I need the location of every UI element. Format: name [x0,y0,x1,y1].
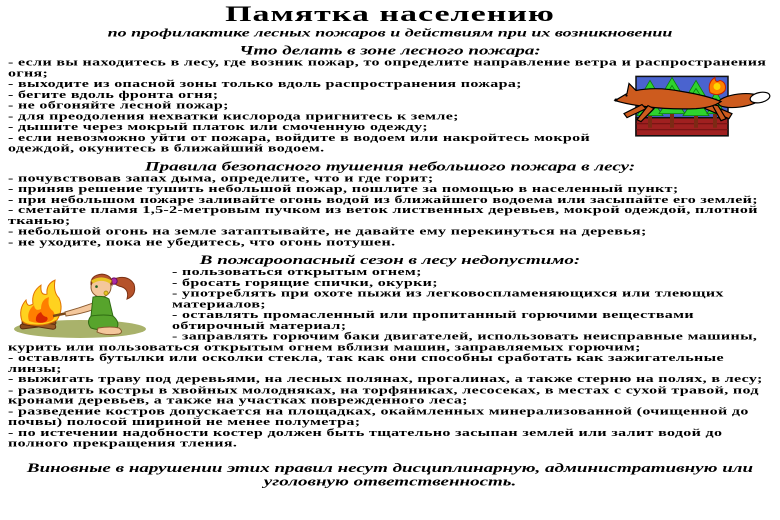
list-item: - выходите из опасной зоны только вдоль распространения пожара; [8,78,522,90]
list-item: - бросать горящие спички, окурки; [172,277,438,289]
section-heading-forbidden: В пожароопасный сезон в лесу недопустимо: [199,253,581,268]
list-item: - по истечении надобности костер должен быть тщательно засыпан землей или залит водой до полного прекращения тления. [8,427,723,450]
list-item: - употреблять при охоте пыжи из легковоспламеняющихся или тлеющих материалов; [172,287,724,310]
list-item: - выжигать траву под деревьями, на лесных полянах, прогалинах, а также стерню на полях, в лесу; [8,373,763,385]
list-item: - при небольшом пожаре заливайте огонь водой из ближайшего водоема или засыпайте его землей; [8,194,758,206]
list-item: - разведение костров допускается на площадках, окаймленных минерализованной (очищенной до почвы) полосой шириной не менее полуметра; [8,405,749,428]
fox-forest-fire-icon [612,75,772,137]
section-extinguish-items [8,173,772,248]
list-item: - если невозможно уйти от пожара, войдите в водоем или накройтесь мокрой одеждой, окунитесь в ближайший водоем. [8,132,591,155]
list-item: - приняв решение тушить небольшой пожар, пошлите за помощью в населенный пункт; [8,183,679,195]
page-title: Памятка населению [225,1,555,26]
girl-campfire-illustration [8,267,158,340]
section-forbidden [8,253,772,449]
section-heading-extinguish: Правила безопасного тушения небольшого пожара в лесу: [144,159,636,174]
section-fire-zone [8,44,772,154]
list-item: - если вы находитесь в лесу, где возник пожар, то определите направление ветра и распространения огня; [8,57,767,79]
list-item: - разводить костры в хвойных молодняках, на торфяниках, лесосеках, в местах с сухой травой, под кронами деревьев, а также на участках поврежденного леса; [8,384,759,407]
list-item: - дышите через мокрый платок или смоченную одежду; [8,121,428,133]
list-item: - не обгоняйте лесной пожар; [8,100,229,112]
list-item: - оставлять бутылки или осколки стекла, так как они способны сработать как зажигательные линзы; [8,352,724,375]
footer-note: Виновные в нарушении этих правил несут дисциплинарную, административную или уголовную ответственность. [26,461,754,489]
list-item: - пользоваться открытым огнем; [172,266,422,278]
section-fire-zone-items [8,58,772,155]
list-item: - не уходите, пока не убедитесь, что огонь потушен. [8,236,396,248]
list-item: - небольшой огонь на земле затаптывайте, не давайте ему перекинуться на деревья; [8,226,647,238]
section-forbidden-items [8,267,772,449]
list-item: - бегите вдоль фронта огня; [8,89,219,101]
list-item: - сметайте пламя 1,5-2-метровым пучком из веток лиственных деревьев, мокрой одеждой, плотной тканью; [8,204,758,227]
list-item: - заправлять горючим баки двигателей, использовать неисправные машины, курить или пользоваться открытым огнем вблизи машин, заправляемых горючим; [8,330,758,353]
girl-campfire-icon [8,267,158,340]
fox-forest-fire-illustration [612,75,772,137]
section-heading-fire-zone: Что делать в зоне лесного пожара: [239,44,541,58]
list-item: - для преодоления нехватки кислорода пригнитесь к земле; [8,110,459,122]
page-subtitle: по профилактике лесных пожаров и действиям при их возникновении [107,26,673,39]
list-item: - почувствовав запах дыма, определите, что и где горит; [8,172,434,184]
list-item: - оставлять промасленный или пропитанный горючими веществами обтирочный материал; [172,309,694,332]
section-extinguish-rules [8,160,772,249]
